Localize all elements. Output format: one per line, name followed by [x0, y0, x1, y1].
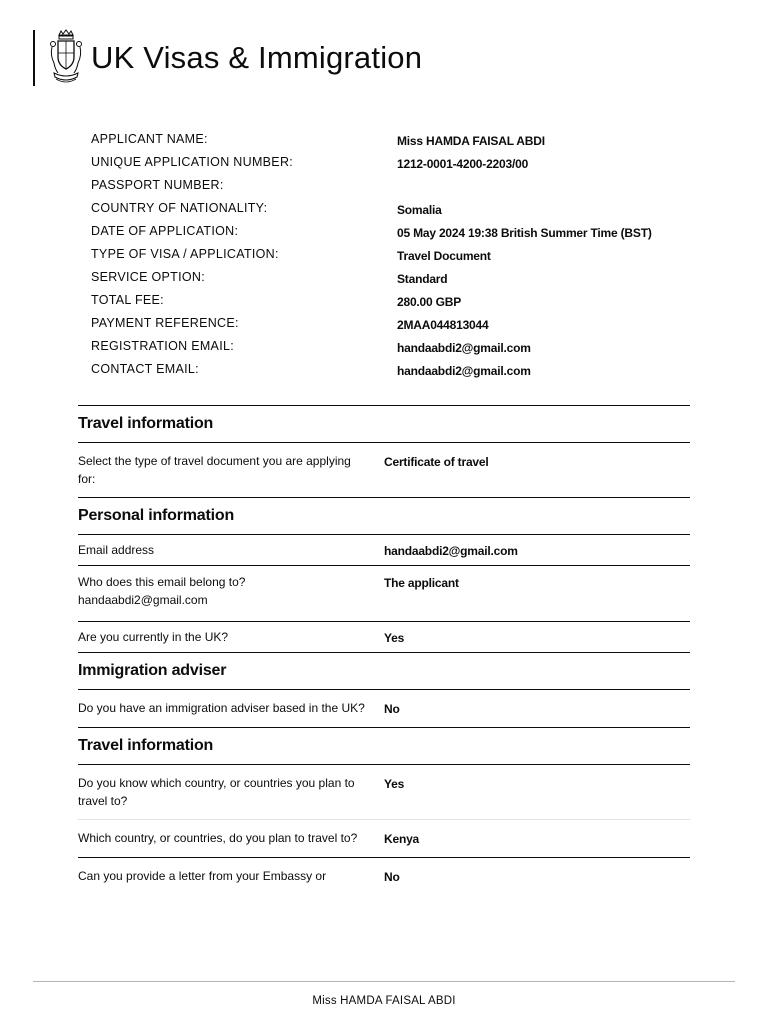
section-heading-travel-information: Travel information	[78, 405, 690, 443]
qa-row	[78, 858, 690, 895]
organisation-title: UK Visas & Immigration	[91, 40, 423, 75]
summary-value: Travel Document	[397, 249, 491, 263]
answer: Certificate of travel	[384, 455, 489, 469]
summary-label: REGISTRATION EMAIL:	[91, 339, 234, 353]
summary-row-total-fee	[91, 290, 691, 313]
summary-value: handaabdi2@gmail.com	[397, 341, 531, 355]
summary-value: handaabdi2@gmail.com	[397, 364, 531, 378]
application-sections	[78, 405, 690, 895]
summary-row-date-of-application	[91, 221, 691, 244]
qa-row	[78, 765, 690, 820]
qa-row	[78, 622, 690, 653]
summary-row-service-option	[91, 267, 691, 290]
summary-row-applicant-name	[91, 129, 691, 152]
summary-label: PAYMENT REFERENCE:	[91, 316, 239, 330]
answer: Yes	[384, 777, 405, 791]
question: Can you provide a letter from your Embassy or	[78, 869, 327, 883]
summary-value: 1212-0001-4200-2203/00	[397, 157, 529, 171]
summary-value: Standard	[397, 272, 448, 286]
section-heading-travel-information: Travel information	[78, 728, 690, 765]
summary-label: DATE OF APPLICATION:	[91, 224, 239, 238]
question: Which country, or countries, do you plan to travel to?	[78, 831, 358, 845]
question: Who does this email belong to? handaabdi2@gmail.com	[78, 575, 246, 607]
answer: Yes	[384, 631, 405, 645]
royal-coat-of-arms-icon	[49, 29, 83, 87]
summary-label: UNIQUE APPLICATION NUMBER:	[91, 155, 294, 169]
question: Do you know which country, or countries you plan to travel to?	[78, 776, 355, 808]
summary-value: Miss HAMDA FAISAL ABDI	[397, 134, 545, 148]
summary-row-payment-reference	[91, 313, 691, 336]
summary-label: TOTAL FEE:	[91, 293, 164, 307]
footer-divider	[33, 981, 735, 982]
summary-label: CONTACT EMAIL:	[91, 362, 199, 376]
summary-row-application-number	[91, 152, 691, 175]
answer: No	[384, 702, 400, 716]
answer: No	[384, 870, 400, 884]
qa-row	[78, 566, 690, 622]
section-heading-personal-information: Personal information	[78, 498, 690, 535]
summary-label: APPLICANT NAME:	[91, 132, 208, 146]
answer: handaabdi2@gmail.com	[384, 544, 518, 558]
summary-row-nationality	[91, 198, 691, 221]
qa-row	[78, 443, 690, 498]
summary-value: Somalia	[397, 203, 442, 217]
summary-value: 2MAA044813044	[397, 318, 489, 332]
question: Email address	[78, 543, 155, 557]
summary-value: 05 May 2024 19:38 British Summer Time (BST)	[397, 226, 652, 240]
summary-row-visa-type	[91, 244, 691, 267]
answer: The applicant	[384, 576, 459, 590]
section-heading-immigration-adviser: Immigration adviser	[78, 653, 690, 690]
page-header	[33, 30, 422, 86]
application-summary	[91, 129, 691, 382]
summary-value: 280.00 GBP	[397, 295, 462, 309]
qa-row	[78, 690, 690, 728]
summary-row-passport-number	[91, 175, 691, 198]
footer-applicant-name: Miss HAMDA FAISAL ABDI	[312, 995, 456, 1007]
question: Select the type of travel document you are applying for:	[78, 454, 351, 486]
answer: Kenya	[384, 832, 420, 846]
summary-row-contact-email	[91, 359, 691, 382]
summary-label: PASSPORT NUMBER:	[91, 178, 224, 192]
summary-row-registration-email	[91, 336, 691, 359]
summary-label: COUNTRY OF NATIONALITY:	[91, 201, 268, 215]
summary-label: SERVICE OPTION:	[91, 270, 206, 284]
summary-label: TYPE OF VISA / APPLICATION:	[91, 247, 279, 261]
qa-row	[78, 535, 690, 566]
question: Do you have an immigration adviser based in the UK?	[78, 701, 365, 715]
question: Are you currently in the UK?	[78, 630, 229, 644]
qa-row	[78, 820, 690, 858]
